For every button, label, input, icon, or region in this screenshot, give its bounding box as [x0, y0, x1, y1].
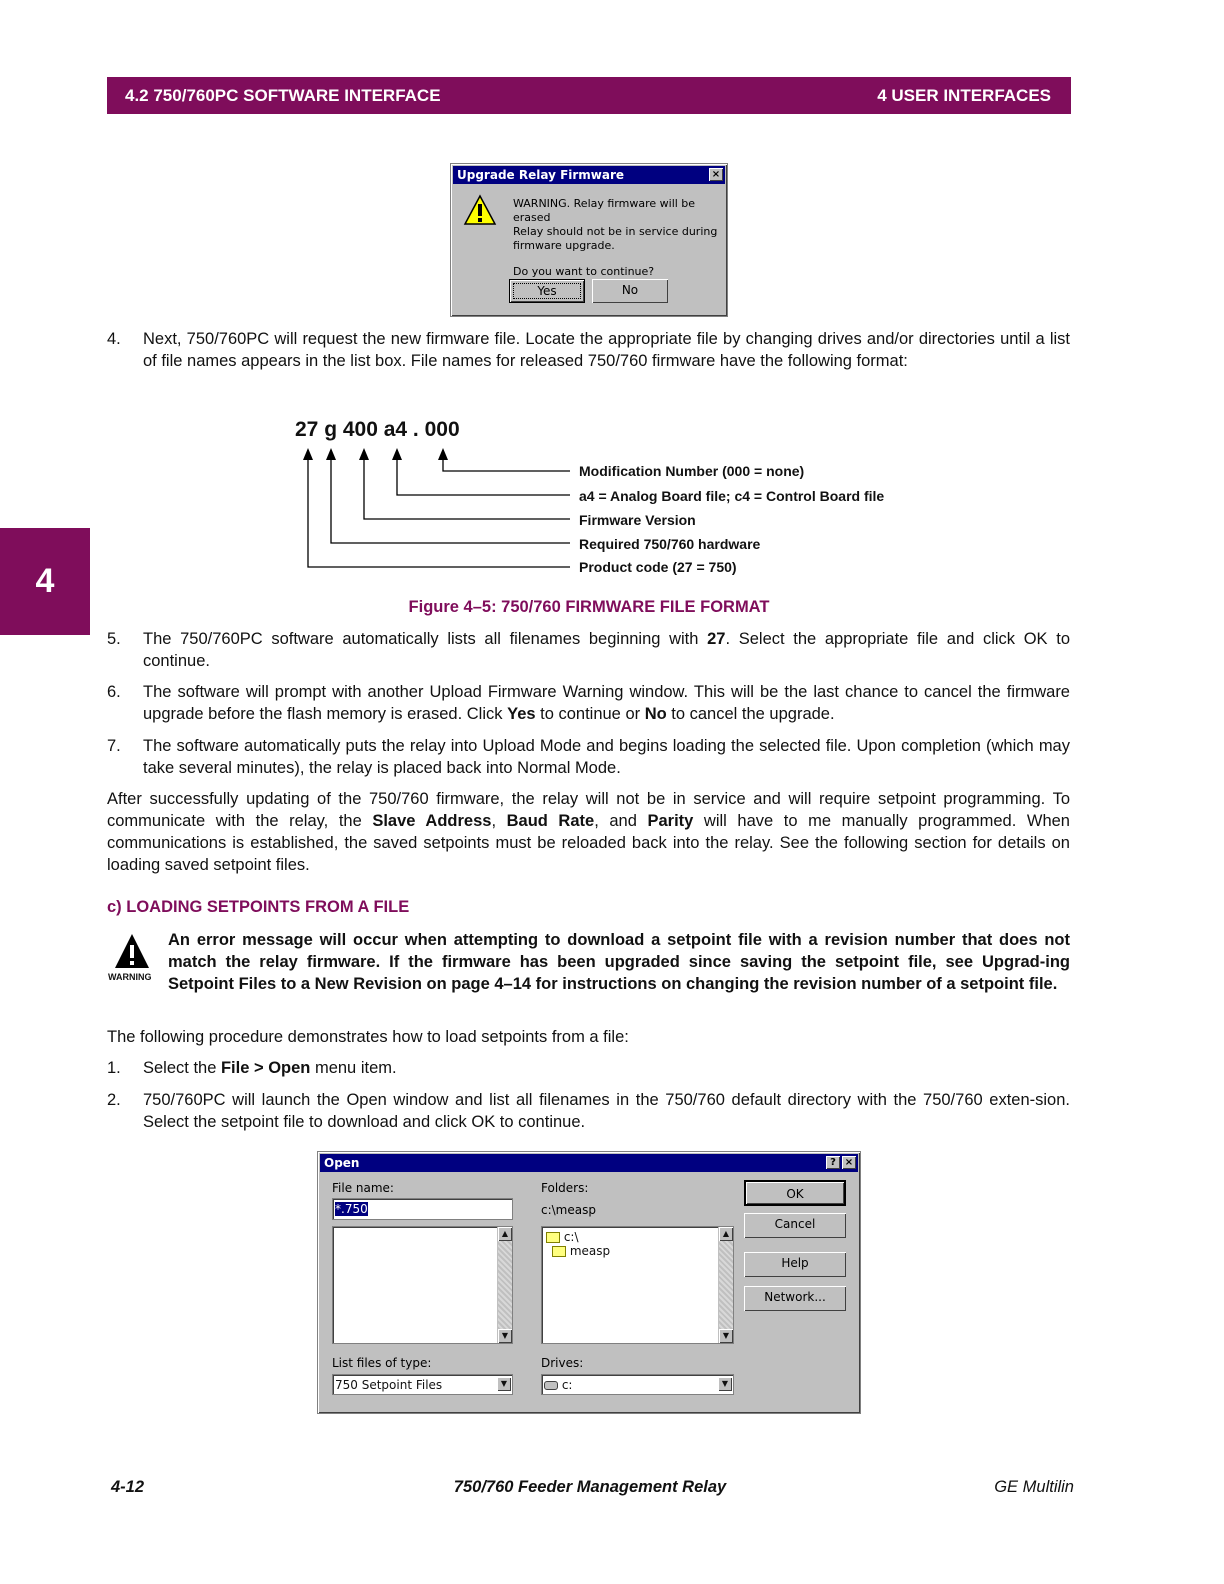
drives-label: Drives:	[541, 1356, 584, 1370]
footer-page-number: 4-12	[111, 1478, 145, 1496]
dialog-warning-line1: WARNING. Relay firmware will be erased	[513, 197, 696, 224]
folder-list[interactable]	[541, 1226, 734, 1344]
step-4-number: 4.	[107, 330, 121, 348]
dialog-title: Upgrade Relay Firmware	[457, 168, 625, 182]
open-folder-icon	[546, 1232, 560, 1243]
scroll-up-icon[interactable]: ▲	[719, 1227, 733, 1241]
list-type-select[interactable]: 750 Setpoint Files ▼	[332, 1374, 513, 1395]
upgrade-firmware-dialog	[450, 163, 728, 317]
after-update-paragraph: After successfully updating of the 750/760 firmware, the relay will not be in service and will require setpoint programming. To communicate with the relay, the Slave Address, Baud Rate, and Parity will have to me manually programmed. When communications is established, the saved setpoints must be reloaded back into the relay. See the following section for details on loading saved setpoint files.	[107, 790, 1070, 874]
step-6-number: 6.	[107, 683, 121, 701]
label-required-hardware: Required 750/760 hardware	[579, 536, 761, 552]
step-4-text: Next, 750/760PC will request the new firmware file. Locate the appropriate file by changing drives and/or directories until a list of file names appears in the list box. File names for released 750/760 firmware have the following format:	[143, 330, 1070, 370]
close-icon[interactable]: ×	[842, 1156, 856, 1169]
chevron-down-icon[interactable]: ▼	[497, 1377, 511, 1391]
section-heading: c) LOADING SETPOINTS FROM A FILE	[107, 898, 410, 916]
file-list[interactable]	[332, 1226, 513, 1344]
folders-path: c:\measp	[541, 1203, 596, 1217]
format-arrows	[290, 440, 580, 575]
list-type-label: List files of type:	[332, 1356, 432, 1370]
open-dialog	[317, 1151, 861, 1414]
warning-icon	[463, 194, 497, 226]
header-section-title: 4.2 750/760PC SOFTWARE INTERFACE	[125, 86, 441, 105]
drive-icon	[544, 1381, 558, 1390]
label-firmware-version: Firmware Version	[579, 512, 696, 528]
warning-triangle-icon	[113, 932, 151, 970]
chevron-down-icon[interactable]: ▼	[718, 1377, 732, 1391]
footer-title: 750/760 Feeder Management Relay	[453, 1478, 727, 1496]
scroll-up-icon[interactable]: ▲	[498, 1227, 512, 1241]
chapter-side-tab: 4	[0, 528, 90, 635]
proc-1-number: 1.	[107, 1059, 121, 1077]
yes-button[interactable]: Yes	[509, 279, 585, 303]
proc-1-text: Select the File > Open menu item.	[143, 1059, 397, 1077]
procedure-intro: The following procedure demonstrates how to load setpoints from a file:	[107, 1028, 629, 1046]
label-board-file: a4 = Analog Board file; c4 = Control Board file	[579, 488, 885, 504]
help-button[interactable]: Help	[744, 1252, 846, 1277]
warning-icon-label: WARNING	[108, 972, 152, 982]
file-name-value: *.750	[335, 1202, 368, 1216]
step-6-text: The software will prompt with another Upload Firmware Warning window. This will be the last chance to cancel the firmware upgrade before the flash memory is erased. Click Yes to continue or No to cancel the upgrade.	[143, 683, 1070, 723]
dialog-question: Do you want to continue?	[513, 265, 655, 278]
file-name-label: File name:	[332, 1181, 394, 1195]
scroll-down-icon[interactable]: ▼	[498, 1329, 512, 1343]
label-modification-number: Modification Number (000 = none)	[579, 463, 805, 479]
folder-item-root[interactable]: c:\	[546, 1230, 579, 1244]
firmware-filename: 27 g 400 a4 . 000	[295, 418, 460, 441]
folder-list-scrollbar[interactable]	[718, 1227, 733, 1343]
folder-icon	[552, 1246, 566, 1257]
dialog-warning-line2: Relay should not be in service during	[513, 225, 718, 238]
no-button[interactable]: No	[592, 279, 668, 303]
dialog-titlebar	[453, 166, 725, 184]
open-dialog-titlebar	[320, 1154, 858, 1172]
figure-caption: Figure 4–5: 750/760 FIRMWARE FILE FORMAT	[408, 598, 770, 616]
ok-button[interactable]: OK	[744, 1180, 846, 1206]
proc-2-text: 750/760PC will launch the Open window and list all filenames in the 750/760 default directory with the 750/760 exten-sion. Select the setpoint file to download and click OK to continue.	[143, 1091, 1070, 1131]
help-icon[interactable]: ?	[826, 1156, 840, 1169]
folder-item-measp[interactable]: measp	[552, 1244, 610, 1258]
cancel-button[interactable]: Cancel	[744, 1213, 846, 1238]
page-header	[107, 77, 1071, 114]
close-icon[interactable]: ×	[709, 168, 723, 181]
open-dialog-title: Open	[324, 1156, 360, 1170]
warning-text: An error message will occur when attempting to download a setpoint file with a revision number that does not match the relay firmware. If the firmware has been upgraded since saving the setpoint file, see Upgrad-ing Setpoint Files to a New Revision on page 4–14 for instructions on changing the revision number of a setpoint file.	[168, 931, 1070, 993]
step-7-text: The software automatically puts the relay into Upload Mode and begins loading the selected file. Upon completion (which may take several minutes), the relay is placed back into Normal Mode.	[143, 737, 1070, 777]
scroll-down-icon[interactable]: ▼	[719, 1329, 733, 1343]
step-5-number: 5.	[107, 630, 121, 648]
network-button[interactable]: Network...	[744, 1286, 846, 1311]
step-7-number: 7.	[107, 737, 121, 755]
footer-company: GE Multilin	[994, 1478, 1074, 1496]
drives-select[interactable]: c: ▼	[541, 1374, 734, 1395]
file-list-scrollbar[interactable]	[497, 1227, 512, 1343]
folders-label: Folders:	[541, 1181, 589, 1195]
header-chapter-title: 4 USER INTERFACES	[877, 86, 1051, 105]
dialog-warning-line3: firmware upgrade.	[513, 239, 615, 252]
file-name-input[interactable]	[332, 1198, 513, 1220]
step-5-text: The 750/760PC software automatically lists all filenames beginning with 27. Select the appropriate file and click OK to continue.	[143, 630, 1070, 670]
label-product-code: Product code (27 = 750)	[579, 559, 737, 575]
proc-2-number: 2.	[107, 1091, 121, 1109]
